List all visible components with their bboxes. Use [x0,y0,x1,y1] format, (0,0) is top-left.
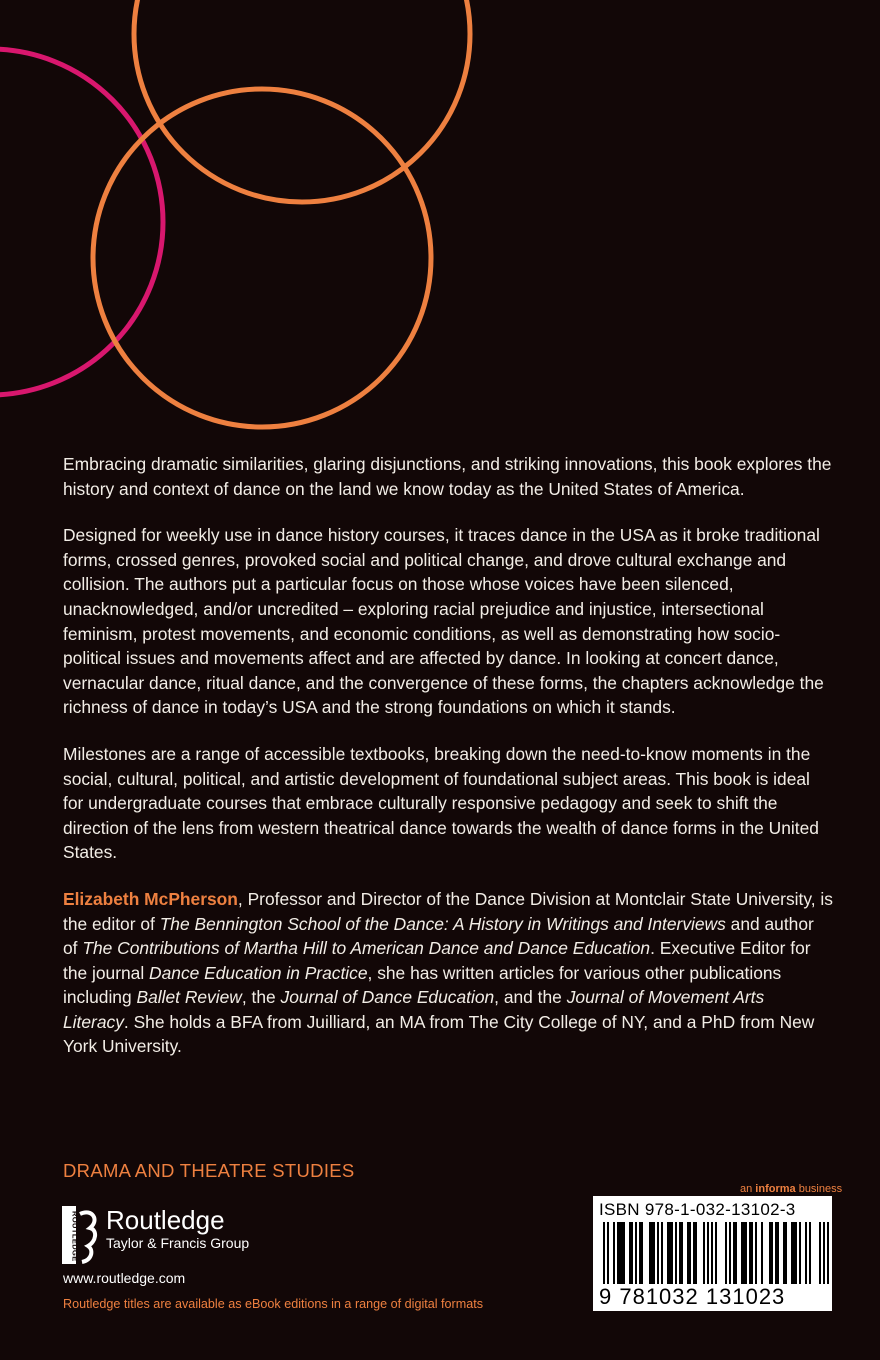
barcode-bar [641,1222,643,1284]
barcode-bar [651,1222,653,1284]
journal-title: Ballet Review [136,987,242,1008]
barcode-bar [619,1222,621,1284]
barcode-bar [623,1222,625,1284]
barcode-bar [671,1222,673,1284]
barcode-bar [629,1222,631,1284]
barcode-bar [775,1222,777,1284]
barcode-bar [761,1222,763,1284]
informa-text: business [795,1183,843,1195]
barcode-bar [689,1222,691,1284]
barcode-bar [793,1222,795,1284]
barcode-bar [783,1222,785,1284]
description-paragraph-3: Milestones are a range of accessible textbooks, breaking down the need-to-know moments in the social, cultural, political, and artistic development of foundational subject areas. This book is ideal for undergraduate courses that embrace culturally responsive pedagogy and seek to shift the direction of the lens from western theatrical dance towards the wealth of dance forms in the United States. [63,743,819,863]
barcode-bar [745,1222,747,1284]
barcode-bar [669,1222,671,1284]
isbn-barcode [593,1196,832,1311]
barcode-bar [711,1222,713,1284]
barcode-bar [751,1222,753,1284]
description-paragraph-1: Embracing dramatic similarities, glaring disjunctions, and striking innovations, this book explores the history and context of dance on the land we know today as the United States of America. [63,454,832,499]
barcode-bar [769,1222,771,1284]
barcode-bar [639,1222,641,1284]
publisher-logo [62,1206,249,1264]
barcode-bar [819,1222,821,1284]
informa-brand: informa [755,1183,796,1195]
subject-category: DRAMA AND THEATRE STUDIES [63,1160,355,1181]
barcode-bar [743,1222,745,1284]
isbn-text: ISBN 978-1-032-13102-3 [599,1200,796,1219]
ebook-note: Routledge titles are available as eBook editions in a range of digital formats [63,1297,484,1311]
barcode-bar [707,1222,709,1284]
spine-mark-text: ROUTLEDGE [70,1211,80,1262]
lower-orange-circle [93,89,431,427]
routledge-logo-mark [62,1206,98,1264]
barcode-bar [687,1222,689,1284]
barcode-bar [771,1222,773,1284]
barcode-bar [755,1222,757,1284]
bio-text: , she has written articles for various other publications including [63,962,782,1008]
barcode-bar [827,1222,829,1284]
barcode-bar [805,1222,807,1284]
bio-text: , the [241,987,281,1008]
barcode-bar [791,1222,793,1284]
bio-text: , Professor and Director of the Dance Division at Montclair State University, is the editor of [63,888,833,934]
bio-text: . Executive Editor for the journal [63,938,811,983]
barcode-bar [715,1222,717,1284]
author-name: Elizabeth McPherson [63,888,238,909]
bio-text: and author of [63,913,814,959]
book-title: The Bennington School of the Dance: A History in Writings and Interviews [159,913,726,934]
logo-text [106,1206,249,1252]
barcode-bar [749,1222,751,1284]
magenta-circle [0,49,163,395]
informa-text: an [740,1183,756,1195]
bio-text: . She holds a BFA from Juilliard, an MA from The City College of NY, and a PhD from New York University. [63,1011,815,1057]
barcode-bar [653,1222,655,1284]
barcode-bar [607,1222,609,1284]
barcode-bar [785,1222,787,1284]
barcode-digits: 9 781032 131023 [599,1284,786,1309]
barcode-bar [733,1222,735,1284]
barcode-bar [617,1222,619,1284]
back-cover-copy [63,452,833,1081]
barcode-bar [693,1222,695,1284]
upper-orange-circle [134,0,470,202]
barcode-bar [679,1222,681,1284]
barcode-bar [661,1222,663,1284]
barcode-bar [613,1222,615,1284]
barcode-bar [725,1222,727,1284]
barcode-bar [795,1222,797,1284]
publisher-group: Taylor & Francis Group [106,1235,250,1251]
barcode-bar [799,1222,801,1284]
barcode-bar [631,1222,633,1284]
cover-art-circles [0,0,880,440]
barcode-bar [741,1222,743,1284]
barcode-bar [667,1222,669,1284]
informa-business-label [740,1183,842,1195]
journal-title: Dance Education in Practice [149,962,368,983]
description-paragraph-2: Designed for weekly use in dance history courses, it traces dance in the USA as it broke traditional forms, crossed genres, provoked social and political change, and drove cultural exchange and collision. The authors put a particular focus on those whose voices have been silenced, unacknowledged, and/or uncredited – exploring racial prejudice and injustice, intersectional feminism, protest movements, and economic conditions, as well as demonstrating how socio-political issues and movements affect and are affected by dance. In looking at concert dance, vernacular dance, ritual dance, and the convergence of these forms, the chapters acknowledge the richness of dance in today’s USA and the strong foundations on which it stands. [63,525,824,718]
journal-title: Journal of Dance Education [280,987,495,1008]
barcode-bar [735,1222,737,1284]
publisher-website: www.routledge.com [63,1270,186,1286]
barcode-bar [729,1222,731,1284]
book-title: The Contributions of Martha Hill to American Dance and Dance Education [82,938,651,959]
barcode-bar [675,1222,677,1284]
barcode-bar [681,1222,683,1284]
author-bio [63,887,833,1059]
publisher-name: Routledge [106,1205,225,1235]
barcode-bar [603,1222,605,1284]
barcode-bar [695,1222,697,1284]
barcode-bar [649,1222,651,1284]
barcode-bar [657,1222,659,1284]
bio-text: , and the [494,987,567,1008]
barcode-bar [777,1222,779,1284]
barcode-bar [621,1222,623,1284]
journal-title: Journal of Movement Arts Literacy [63,987,765,1032]
barcode-bar [635,1222,637,1284]
barcode-bar [823,1222,825,1284]
barcode-bar [703,1222,705,1284]
barcode-bar [809,1222,811,1284]
